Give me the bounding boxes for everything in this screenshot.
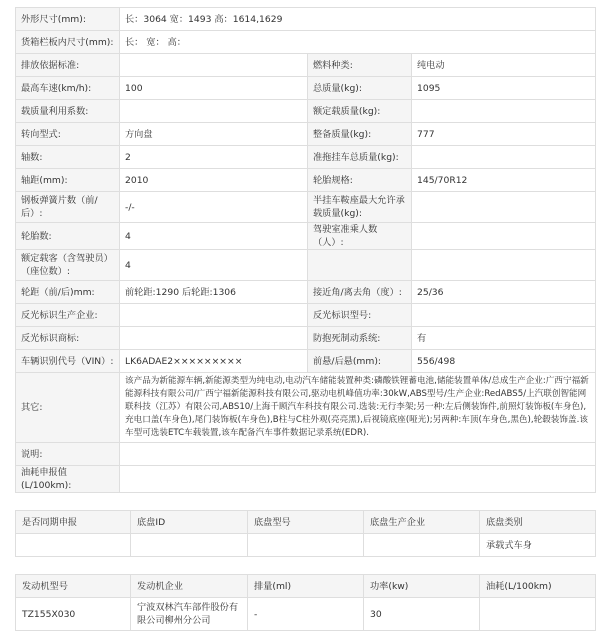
- spec-label: 轮胎数:: [16, 223, 120, 250]
- spec-row: [16, 77, 596, 100]
- spec-label: 反光标识生产企业:: [16, 304, 120, 327]
- chassis-cell: [16, 534, 131, 557]
- spec-row: [16, 281, 596, 304]
- spec-label: 额定载质量(kg):: [308, 100, 412, 123]
- spec-label: 轴数:: [16, 146, 120, 169]
- spec-label: 防抱死制动系统:: [308, 327, 412, 350]
- engine-cell: 宁波双林汽车部件股份有限公司柳州分公司: [131, 598, 248, 631]
- chassis-cell: [364, 534, 480, 557]
- spec-value: 556/498: [412, 350, 596, 373]
- spec-value: [412, 304, 596, 327]
- spec-label: [308, 250, 412, 281]
- chassis-header-cell: 底盘ID: [131, 511, 248, 534]
- spec-value: 145/70R12: [412, 169, 596, 192]
- chassis-header-row: [16, 511, 596, 534]
- spec-row: [16, 466, 596, 493]
- spec-label: 钢板弹簧片数（前/后）:: [16, 192, 120, 223]
- engine-cell: TZ155X030: [16, 598, 131, 631]
- spec-value: 100: [120, 77, 308, 100]
- spec-row: [16, 443, 596, 466]
- spec-row: [16, 8, 596, 31]
- spec-row: [16, 327, 596, 350]
- spec-label: 额定载客（含驾驶员）（座位数）:: [16, 250, 120, 281]
- spec-row: [16, 100, 596, 123]
- chassis-cell: [248, 534, 364, 557]
- spec-row: [16, 31, 596, 54]
- spec-label: 外形尺寸(mm):: [16, 8, 120, 31]
- spec-value: [412, 223, 596, 250]
- spec-label: 反光标识商标:: [16, 327, 120, 350]
- spec-value: 2010: [120, 169, 308, 192]
- spec-value: [120, 327, 308, 350]
- spec-row: [16, 304, 596, 327]
- spec-label: 排放依据标准:: [16, 54, 120, 77]
- spec-value: 长： 宽： 高：: [120, 31, 596, 54]
- spec-value: 1095: [412, 77, 596, 100]
- engine-data-row: [16, 598, 596, 631]
- spec-row: [16, 223, 596, 250]
- engine-header-cell: 油耗(L/100km): [480, 575, 596, 598]
- chassis-header-cell: 底盘生产企业: [364, 511, 480, 534]
- spec-value: [120, 466, 596, 493]
- spec-label: 其它:: [16, 373, 120, 443]
- spec-label: 燃料种类:: [308, 54, 412, 77]
- chassis-data-row: [16, 534, 596, 557]
- spec-value: 方向盘: [120, 123, 308, 146]
- spec-row: [16, 350, 596, 373]
- spec-label: 驾驶室准乘人数（人）:: [308, 223, 412, 250]
- spec-label: 载质量利用系数:: [16, 100, 120, 123]
- spec-row: [16, 123, 596, 146]
- spec-label: 前悬/后悬(mm):: [308, 350, 412, 373]
- spec-value: [120, 100, 308, 123]
- spec-label: 半挂车鞍座最大允许承载质量(kg):: [308, 192, 412, 223]
- spec-label: 转向型式:: [16, 123, 120, 146]
- spec-row: [16, 146, 596, 169]
- engine-cell: -: [248, 598, 364, 631]
- spec-value: 4: [120, 250, 308, 281]
- chassis-header-cell: 底盘类别: [480, 511, 596, 534]
- spec-value: [412, 192, 596, 223]
- chassis-cell: 承载式车身: [480, 534, 596, 557]
- engine-cell: 30: [364, 598, 480, 631]
- engine-cell: [480, 598, 596, 631]
- spec-label: 轴距(mm):: [16, 169, 120, 192]
- spec-value: 2: [120, 146, 308, 169]
- engine-header-cell: 发动机企业: [131, 575, 248, 598]
- spec-label: 轮距（前/后)mm:: [16, 281, 120, 304]
- spec-value: 该产品为新能源车辆,新能源类型为纯电动,电动汽车储能装置种类:磷酸铁锂蓄电池,储能装置单体/总成生产企业:广西宁福新能源科技有限公司/广西宁福新能源科技有限公司,驱动电机峰值功率:30kW,ABS型号/生产企业:RedABS5/上汽联创智能网联科技（江苏）有限公司,ABS10/上海千顾汽车科技有限公司.选装:无行李架;另一种:左后侧装饰件,前照灯装饰板(车身色),充电口盖(车身色),尾门装饰板(车身色),B柱与C柱外观(亮亮黑),后视镜底座(哑光);另两种:车顶(车身色,黑色),轮毂装饰盖.该车型可选装ETC车载装置,该车配备汽车事件数据记录系统(EDR).: [120, 373, 596, 443]
- spec-value: [120, 54, 308, 77]
- spec-row: [16, 54, 596, 77]
- spec-label: 整备质量(kg):: [308, 123, 412, 146]
- spec-value: 前轮距:1290 后轮距:1306: [120, 281, 308, 304]
- spec-row: [16, 192, 596, 223]
- spec-value: 长：3064 宽：1493 高：1614,1629: [120, 8, 596, 31]
- spec-label: 油耗申报值(L/100km):: [16, 466, 120, 493]
- spec-table: [15, 7, 596, 493]
- spec-value: -/-: [120, 192, 308, 223]
- spec-row: [16, 373, 596, 443]
- chassis-header-cell: 底盘型号: [248, 511, 364, 534]
- engine-table: [15, 574, 596, 631]
- spec-label: 货箱栏板内尺寸(mm):: [16, 31, 120, 54]
- spec-value: [120, 304, 308, 327]
- spec-label: 轮胎规格:: [308, 169, 412, 192]
- spec-value: 25/36: [412, 281, 596, 304]
- spec-label: 反光标识型号:: [308, 304, 412, 327]
- engine-header-row: [16, 575, 596, 598]
- engine-header-cell: 功率(kw): [364, 575, 480, 598]
- spec-value: LK6ADAE2×××××××××: [120, 350, 308, 373]
- spec-label: 总质量(kg):: [308, 77, 412, 100]
- spec-row: [16, 169, 596, 192]
- spec-value: [412, 100, 596, 123]
- engine-header-cell: 发动机型号: [16, 575, 131, 598]
- spec-label: 准拖挂车总质量(kg):: [308, 146, 412, 169]
- spec-value: [412, 146, 596, 169]
- chassis-header-cell: 是否同期申报: [16, 511, 131, 534]
- spec-value: 4: [120, 223, 308, 250]
- spec-row: [16, 250, 596, 281]
- spec-value: [412, 250, 596, 281]
- spec-value: 有: [412, 327, 596, 350]
- spec-label: 说明:: [16, 443, 120, 466]
- spec-label: 车辆识别代号（VIN）:: [16, 350, 120, 373]
- chassis-table: [15, 510, 596, 557]
- spec-value: [120, 443, 596, 466]
- spec-label: 最高车速(km/h):: [16, 77, 120, 100]
- spec-label: 接近角/离去角（度）:: [308, 281, 412, 304]
- spec-value: 纯电动: [412, 54, 596, 77]
- spec-value: 777: [412, 123, 596, 146]
- chassis-cell: [131, 534, 248, 557]
- engine-header-cell: 排量(ml): [248, 575, 364, 598]
